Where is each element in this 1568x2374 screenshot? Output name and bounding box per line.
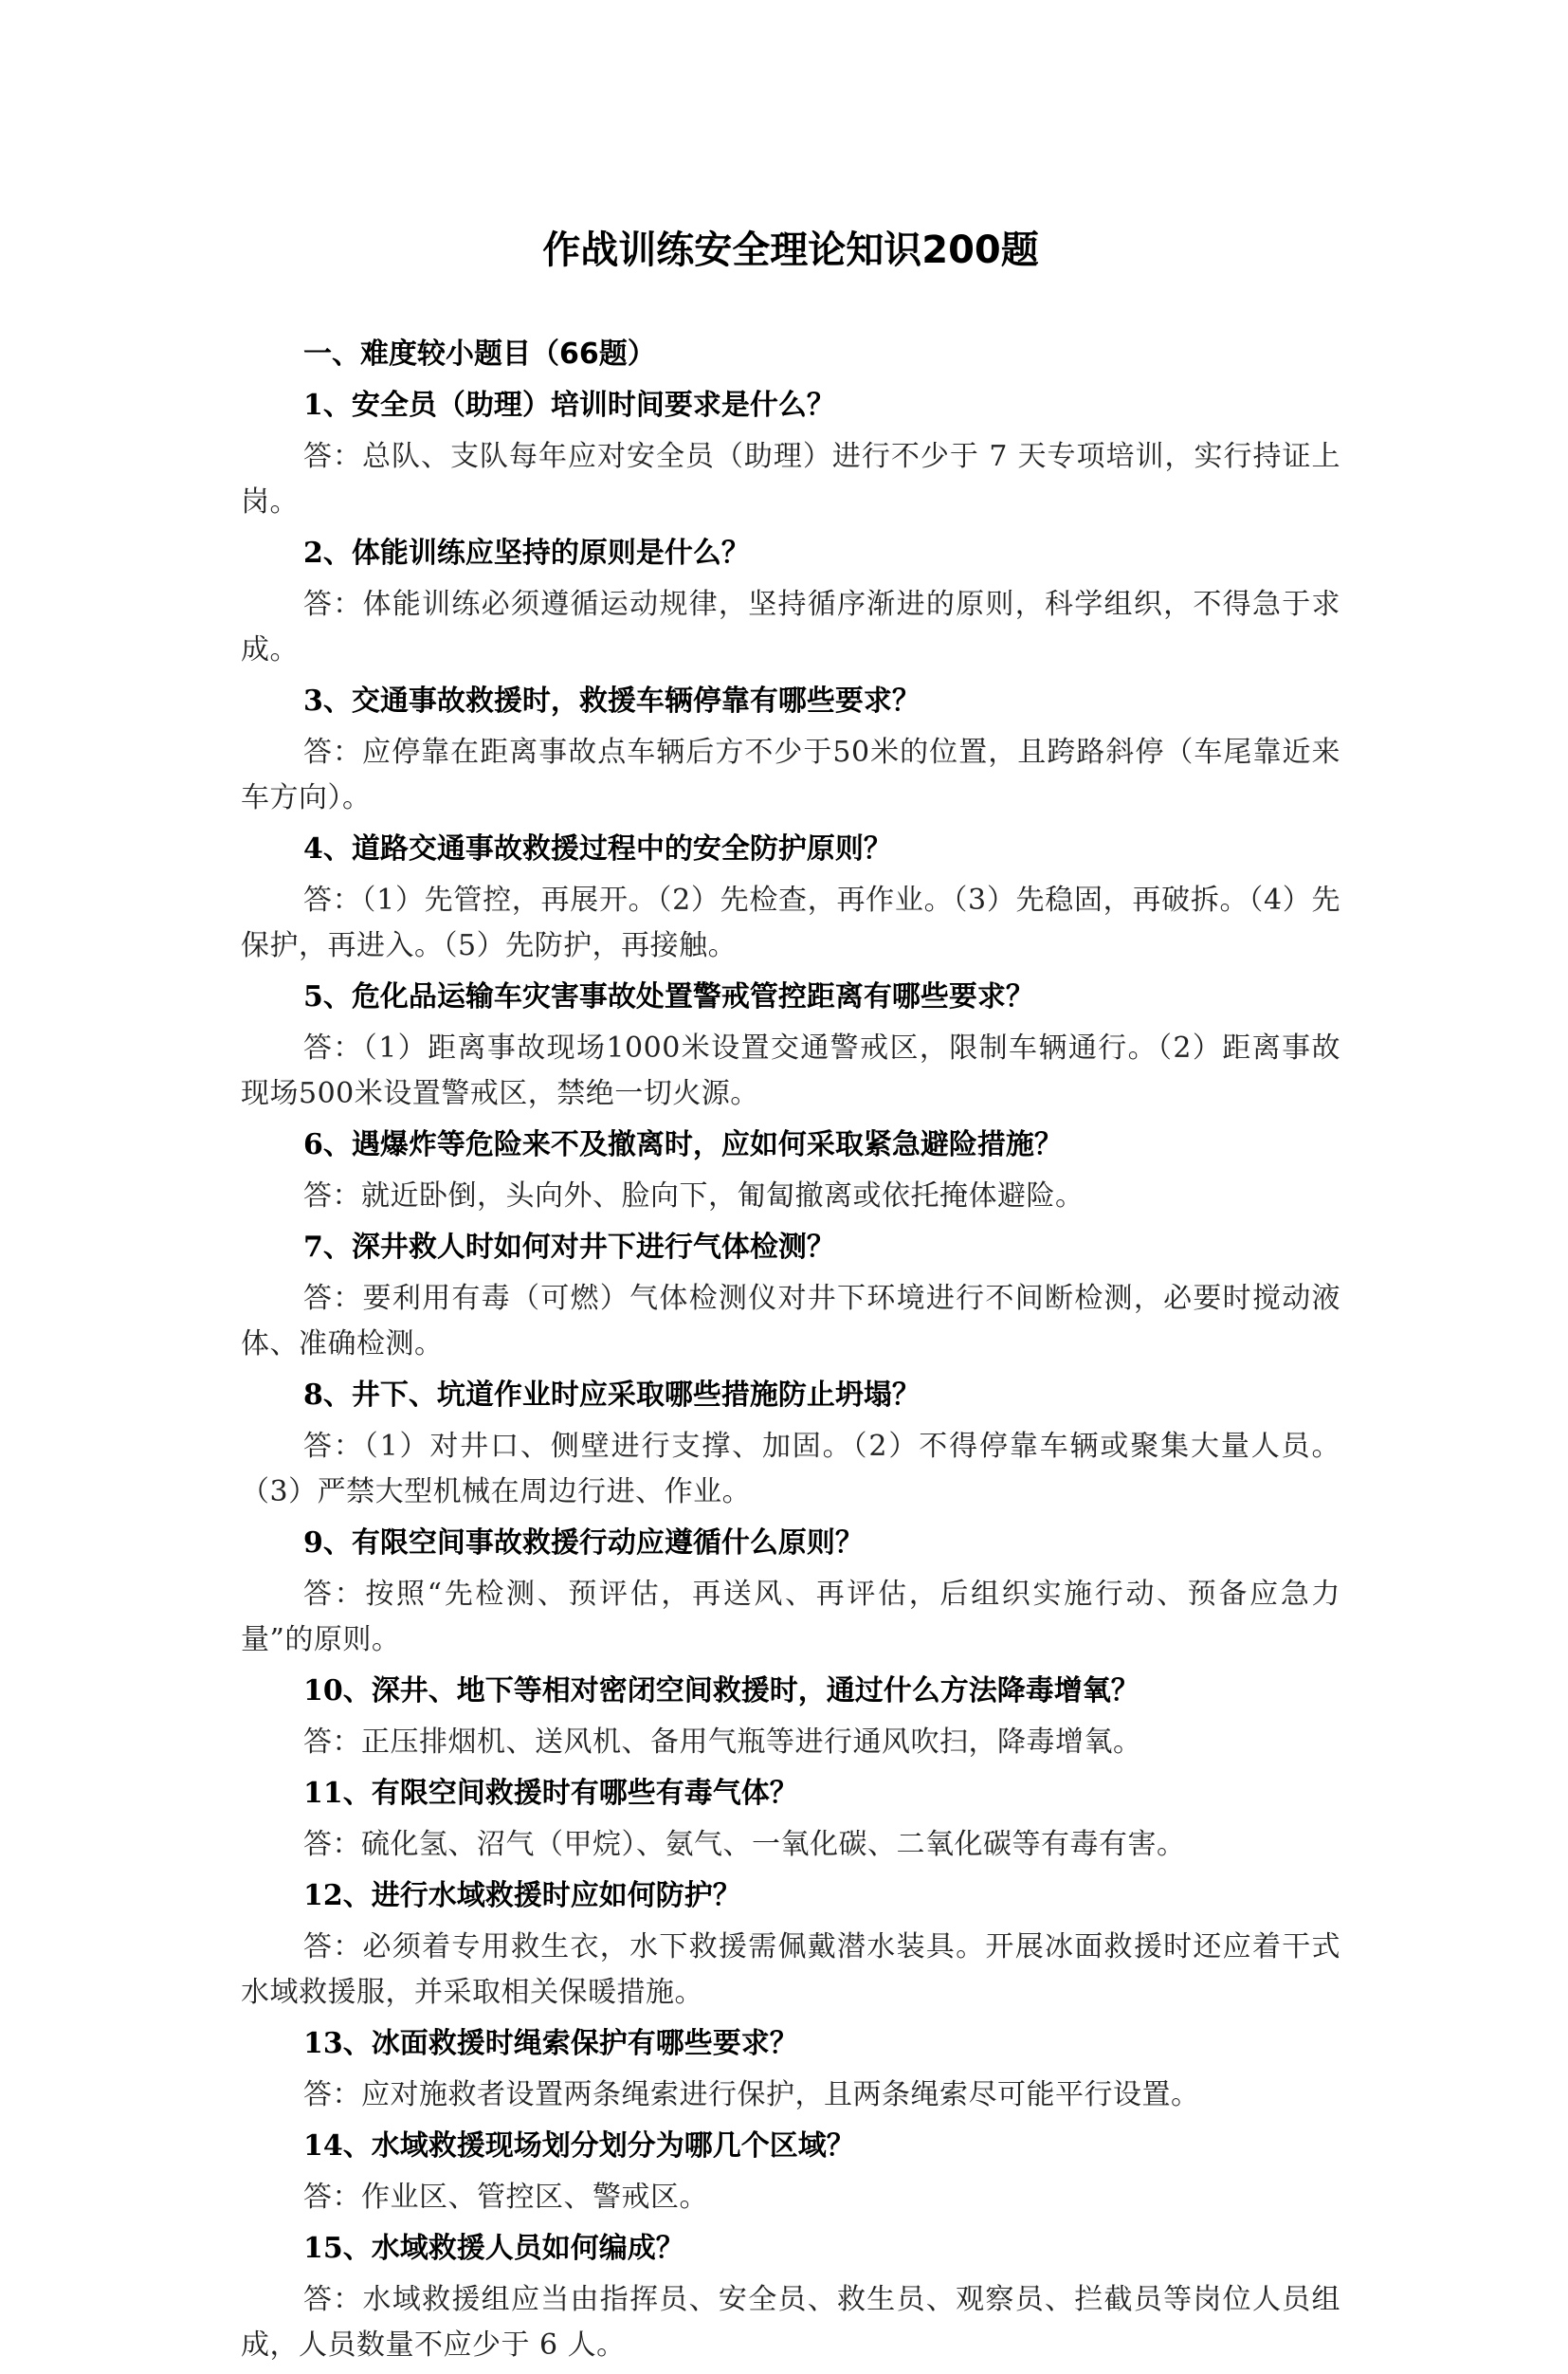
answer: 答：正压排烟机、送风机、备用气瓶等进行通风吹扫，降毒增氧。 [303,1726,1142,1759]
question: 13、冰面救援时绳索保护有哪些要求？ [303,2027,798,2060]
question: 11、有限空间救援时有哪些有毒气体？ [303,1777,798,1810]
answer: 答：（1）对井口、侧壁进行支撑、加固。（2）不得停靠车辆或聚集大量人员。（3）严禁大型机械在周边行进、作业。 [241,1430,1340,1508]
qa-item-12 [241,1873,1340,2016]
answer: 答：就近卧倒，头向外、脸向下，匍匐撤离或依托掩体避险。 [303,1179,1085,1213]
answer: 答：总队、支队每年应对安全员（助理）进行不少于 7 天专项培训，实行持证上岗。 [241,440,1340,519]
qa-item-6 [241,1123,1340,1219]
qa-item-7 [241,1225,1340,1367]
question: 1、安全员（助理）培训时间要求是什么？ [303,389,835,422]
question: 9、有限空间事故救援行动应遵循什么原则？ [303,1526,864,1560]
question: 3、交通事故救援时，救援车辆停靠有哪些要求？ [303,685,921,718]
qa-item-15 [241,2226,1340,2368]
answer: 答：（1）距离事故现场1000米设置交通警戒区，限制车辆通行。（2）距离事故现场500米设置警戒区，禁绝一切火源。 [241,1032,1340,1110]
question: 8、井下、坑道作业时应采取哪些措施防止坍塌？ [303,1379,921,1412]
question: 7、深井救人时如何对井下进行气体检测？ [303,1231,835,1264]
question: 2、体能训练应坚持的原则是什么？ [303,537,750,570]
question: 10、深井、地下等相对密闭空间救援时，通过什么方法降毒增氧？ [303,1674,1140,1707]
qa-item-8 [241,1373,1340,1515]
qa-item-5 [241,975,1340,1117]
qa-item-10 [241,1669,1340,1765]
answer: 答：作业区、管控区、警戒区。 [303,2181,708,2214]
answer: 答：体能训练必须遵循运动规律，坚持循序渐进的原则，科学组织，不得急于求成。 [241,588,1340,667]
answer: 答：（1）先管控，再展开。（2）先检查，再作业。（3）先稳固，再破拆。（4）先保护，再进入。（5）先防护，再接触。 [241,884,1340,962]
qa-item-9 [241,1521,1340,1663]
answer: 答：水域救援组应当由指挥员、安全员、救生员、观察员、拦截员等岗位人员组成，人员数量不应少于 6 人。 [241,2283,1340,2362]
question: 12、进行水域救援时应如何防护？ [303,1879,741,1912]
question: 5、危化品运输车灾害事故处置警戒管控距离有哪些要求？ [303,980,1034,1014]
qa-item-14 [241,2124,1340,2220]
document-page [241,220,1340,2374]
qa-item-1 [241,383,1340,525]
answer: 答：按照“先检测、预评估，再送风、再评估，后组织实施行动、预备应急力量”的原则。 [241,1578,1340,1656]
qa-item-2 [241,531,1340,673]
qa-item-11 [241,1771,1340,1868]
question: 4、道路交通事故救援过程中的安全防护原则？ [303,832,892,866]
question: 15、水域救援人员如何编成？ [303,2232,684,2265]
answer: 答：硫化氢、沼气（甲烷）、氨气、一氧化碳、二氧化碳等有毒有害。 [303,1828,1186,1861]
question: 14、水域救援现场划分划分为哪几个区域？ [303,2129,855,2163]
question: 6、遇爆炸等危险来不及撤离时，应如何采取紧急避险措施？ [303,1128,1063,1161]
qa-item-4 [241,827,1340,969]
section-heading: 一、难度较小题目（66题） [303,338,656,371]
answer: 答：应停靠在距离事故点车辆后方不少于50米的位置，且跨路斜停（车尾靠近来车方向）。 [241,736,1340,814]
qa-list [241,383,1340,2368]
qa-item-13 [241,2021,1340,2118]
answer: 答：要利用有毒（可燃）气体检测仪对井下环境进行不间断检测，必要时搅动液体、准确检测。 [241,1282,1340,1360]
qa-item-3 [241,679,1340,821]
answer: 答：必须着专用救生衣，水下救援需佩戴潜水装具。开展冰面救援时还应着干式水域救援服，并采取相关保暖措施。 [241,1930,1340,2009]
page-title: 作战训练安全理论知识200题 [542,228,1039,272]
answer: 答：应对施救者设置两条绳索进行保护，且两条绳索尽可能平行设置。 [303,2078,1200,2111]
